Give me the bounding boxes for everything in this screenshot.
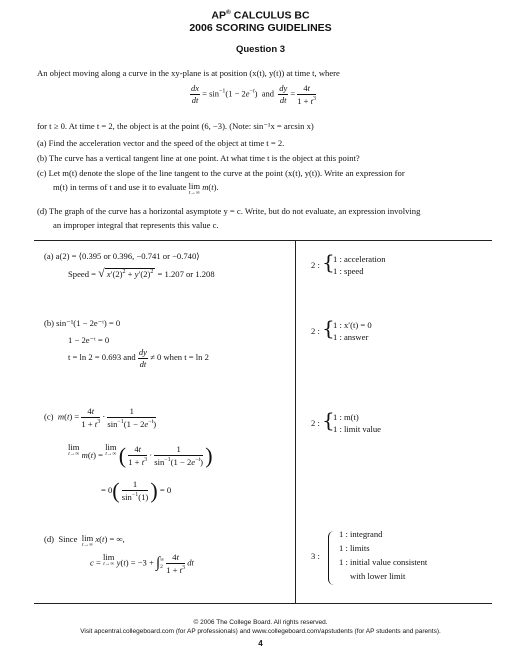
question-title: Question 3	[235, 44, 286, 55]
solution-b-line1: (b) sin⁻¹(1 − 2e⁻ᵗ) = 0	[44, 318, 121, 328]
score-d-item-4: with lower limit	[350, 571, 406, 581]
part-b-prompt: (b) The curve has a vertical tangent line at one point. At what time t is the object at this point?	[37, 153, 360, 163]
part-d-prompt-2: an improper integral that represents this value c.	[53, 220, 219, 230]
solution-c-line1: (c) m(t) = $\frac{4t}{1 + t^3}$ · $\frac{1}{\sin^{-1}(1 - 2e^{-t})}$	[44, 406, 157, 429]
score-d-points: 3 :	[311, 551, 320, 561]
solution-d-line1: (d) Since lim t→∞ x(t) = ∞,	[44, 533, 125, 548]
solution-d-line2: c = lim t→∞ y(t) = −3 + ∫ ∞ 2 $\frac{4t}{1 + t^3}$ dt	[90, 552, 194, 575]
page-number: 4	[258, 639, 263, 648]
solution-a-line2: Speed = √ $x'(2)^2 + y'(2)^2 = 1.207$ or 1.208	[68, 266, 215, 280]
solution-b-line3: t = ln 2 = 0.693 and $\frac{dy}{dt}$ ≠ 0 when t = ln 2	[68, 347, 209, 369]
table-divider	[295, 240, 296, 603]
solution-b-line2: 1 − 2e⁻ᵗ = 0	[68, 335, 110, 345]
part-a-prompt: (a) Find the acceleration vector and the speed of the object at time t = 2.	[37, 138, 285, 148]
footer-links: Visit apcentral.collegeboard.com (for AP professionals) and www.collegeboard.com/apstudents (for AP students and parents).	[80, 628, 441, 635]
part-d-prompt: (d) The graph of the curve has a horizontal asymptote y = c. Write, but do not evaluate, an expression involving	[37, 206, 421, 216]
intro-line: An object moving along a curve in the xy-plane is at position (x(t), y(t)) at time t, where	[37, 68, 340, 78]
table-bottom-rule	[34, 603, 492, 604]
copyright: © 2006 The College Board. All rights reserved.	[193, 619, 328, 626]
solution-a-line1: (a) a(2) = ⟨0.395 or 0.396, −0.741 or −0.740⟩	[44, 251, 200, 261]
part-c-prompt-2: m(t) in terms of t and use it to evaluate lim t→∞ m(t).	[53, 181, 219, 196]
initial-condition: for t ≥ 0. At time t = 2, the object is at the point (6, −3). (Note: sin⁻¹x = arcsin x)	[37, 121, 314, 131]
solution-c-line2: lim t→∞ m(t) = lim t→∞ ( $\frac{4t}{1 + t^3}$ · $\frac{1}{\sin^{-1}(1 - 2e^{-t})}$ )	[68, 442, 213, 468]
table-top-rule	[34, 240, 492, 241]
score-d-item-3: 1 : initial value consistent	[339, 557, 428, 567]
derivative-equations: $\frac{dx}{dt}$ = $\sin^{-1}(1 - 2e^{-t})$ and $\frac{dy}{dt}$ = $\frac{4t}{1 + t^3}$	[191, 83, 316, 106]
header-title: AP® CALCULUS BC	[211, 9, 310, 22]
score-d-item-1: 1 : integrand	[339, 529, 383, 539]
solution-c-line3: = 0( $\frac{1}{\sin^{-1}(1)}$ ) = 0	[101, 478, 172, 503]
part-c-prompt: (c) Let m(t) denote the slope of the line tangent to the curve at the point (x(t), y(t)). Write an expression for	[37, 168, 405, 178]
header-subtitle: 2006 SCORING GUIDELINES	[189, 22, 332, 34]
score-d-item-2: 1 : limits	[339, 543, 370, 553]
score-d-brace	[328, 531, 335, 585]
